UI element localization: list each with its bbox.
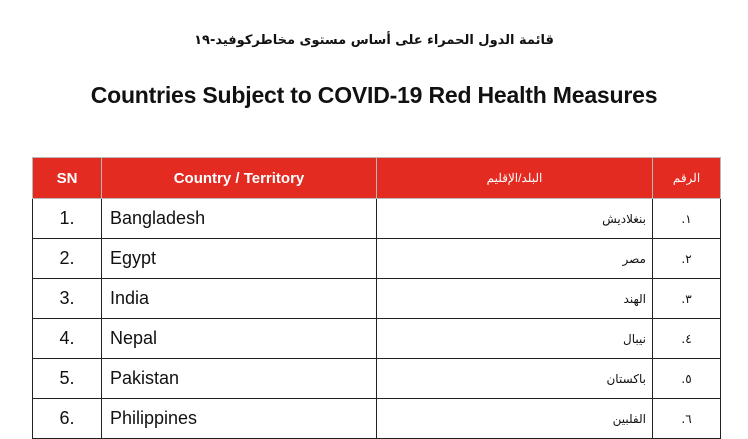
country-name-arabic: الفلبين	[377, 399, 653, 439]
country-name: Bangladesh	[102, 199, 377, 239]
country-name: Pakistan	[102, 359, 377, 399]
country-name: Nepal	[102, 319, 377, 359]
country-name: India	[102, 279, 377, 319]
row-number-arabic: ٦.	[653, 399, 721, 439]
column-header-sn: SN	[33, 158, 102, 199]
row-number: 5.	[33, 359, 102, 399]
table-row	[33, 239, 721, 279]
row-number-arabic: ٥.	[653, 359, 721, 399]
row-number-arabic: ١.	[653, 199, 721, 239]
country-name: Egypt	[102, 239, 377, 279]
row-number: 2.	[33, 239, 102, 279]
table-row	[33, 199, 721, 239]
row-number: 4.	[33, 319, 102, 359]
table-row	[33, 359, 721, 399]
table-row	[33, 399, 721, 439]
row-number: 6.	[33, 399, 102, 439]
row-number-arabic: ٣.	[653, 279, 721, 319]
page-title-arabic: قائمة الدول الحمراء على أساس مستوى مخاطركوفيد-١٩	[194, 33, 554, 48]
country-name-arabic: نيبال	[377, 319, 653, 359]
country-name-arabic: بنغلاديش	[377, 199, 653, 239]
row-number-arabic: ٤.	[653, 319, 721, 359]
countries-table	[32, 157, 721, 439]
column-header-country-arabic: البلد/الإقليم	[377, 158, 653, 199]
country-name-arabic: الهند	[377, 279, 653, 319]
table-header-row	[33, 158, 721, 199]
row-number-arabic: ٢.	[653, 239, 721, 279]
table-row	[33, 319, 721, 359]
row-number: 3.	[33, 279, 102, 319]
country-name: Philippines	[102, 399, 377, 439]
column-header-number-arabic: الرقم	[653, 158, 721, 199]
column-header-country: Country / Territory	[102, 158, 377, 199]
row-number: 1.	[33, 199, 102, 239]
country-name-arabic: باكستان	[377, 359, 653, 399]
country-name-arabic: مصر	[377, 239, 653, 279]
page-title: Countries Subject to COVID-19 Red Health Measures	[90, 82, 658, 108]
table-row	[33, 279, 721, 319]
